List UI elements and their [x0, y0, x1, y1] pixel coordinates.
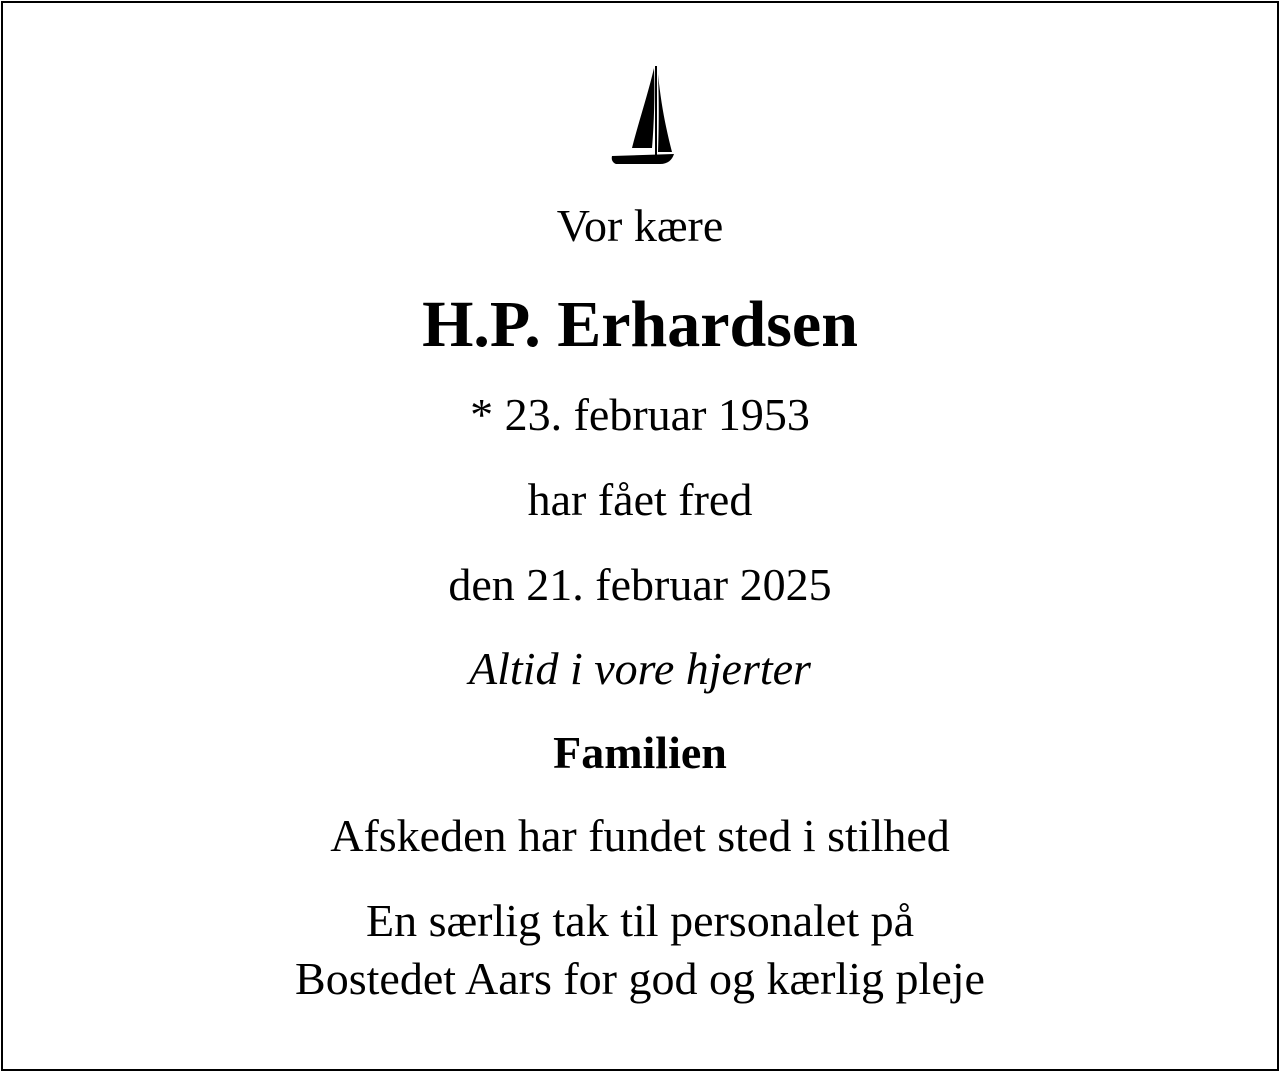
death-date: den 21. februar 2025: [448, 559, 832, 610]
intro-text: Vor kære: [556, 200, 724, 251]
thanks-line-2: Bostedet Aars for god og kærlig pleje: [295, 953, 985, 1004]
funeral-note: Afskeden har fundet sted i stilhed: [330, 810, 950, 861]
deceased-name: H.P. Erhardsen: [422, 288, 858, 361]
signature-text: Familien: [553, 727, 727, 778]
birth-date: * 23. februar 1953: [470, 389, 810, 440]
motto-text: Altid i vore hjerter: [469, 643, 811, 694]
passed-text: har fået fred: [527, 474, 753, 525]
sailboat-icon: [608, 64, 676, 168]
thanks-line-1: En særlig tak til personalet på: [365, 895, 915, 946]
